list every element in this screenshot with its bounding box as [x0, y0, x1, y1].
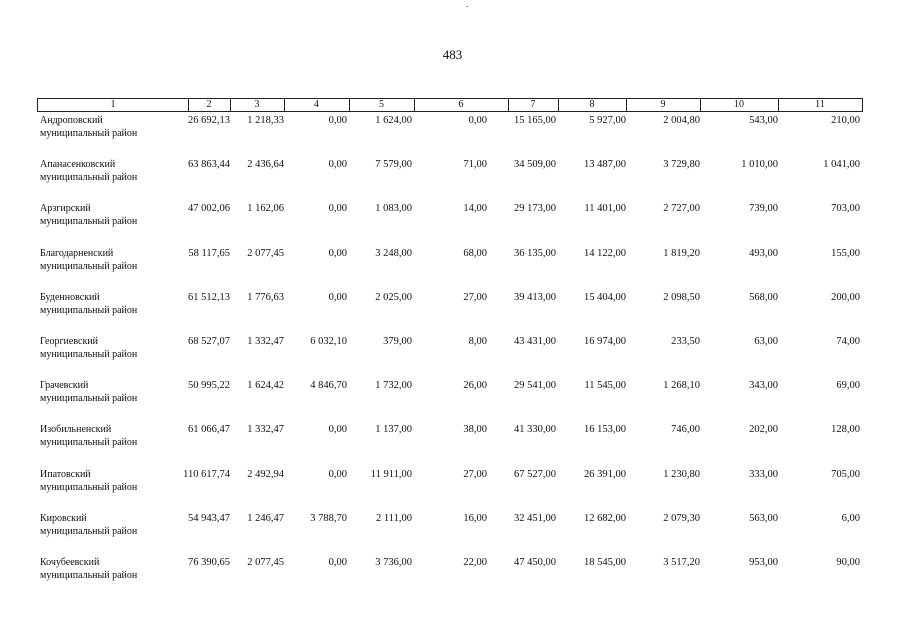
cell-col-3: 2 492,94	[247, 468, 284, 480]
cell-col-8: 12 682,00	[584, 512, 626, 524]
cell-col-6: 0,00	[468, 115, 487, 126]
cell-col-5: 2 025,00	[375, 291, 412, 303]
cell-col-11: 200,00	[831, 291, 860, 303]
cell-col-8: 11 401,00	[584, 203, 626, 215]
column-header-5: 5	[379, 99, 384, 110]
cell-col-6: 68,00	[463, 247, 487, 259]
cell-col-6: 27,00	[463, 291, 487, 303]
cell-col-10: 63,00	[754, 336, 778, 347]
cell-col-8: 16 974,00	[584, 336, 626, 347]
cell-col-7: 32 451,00	[514, 512, 556, 524]
cell-col-9: 2 098,50	[663, 291, 700, 303]
table-row	[0, 335, 905, 375]
cell-col-5: 1 624,00	[375, 115, 412, 126]
column-header-3: 3	[254, 99, 260, 110]
cell-col-7: 34 509,00	[514, 159, 556, 171]
column-header-11: 11	[815, 99, 825, 110]
cell-col-8: 26 391,00	[584, 468, 626, 480]
cell-col-11: 69,00	[836, 380, 860, 392]
district-title: Апанасенковский	[40, 159, 116, 171]
cell-col-5: 11 911,00	[370, 468, 412, 480]
cell-col-11: 155,00	[831, 247, 860, 259]
cell-col-4: 0,00	[328, 468, 347, 480]
cell-col-3: 1 218,33	[247, 115, 284, 126]
table-row	[0, 247, 905, 287]
table-row	[0, 468, 905, 508]
cell-col-9: 2 727,00	[663, 203, 700, 215]
cell-col-11: 210,00	[831, 115, 860, 126]
column-divider	[778, 99, 779, 111]
cell-col-7: 43 431,00	[514, 336, 556, 347]
table-row	[0, 158, 905, 198]
district-suffix: муниципальный район	[40, 128, 138, 139]
district-title: Андроповский	[40, 115, 103, 126]
cell-col-2: 76 390,65	[188, 557, 230, 568]
cell-col-10: 343,00	[749, 380, 778, 392]
cell-col-2: 58 117,65	[188, 247, 230, 259]
district-title: Арзгирский	[40, 203, 91, 215]
district-suffix: муниципальный район	[40, 216, 138, 228]
table-row	[0, 291, 905, 331]
scan-speck	[466, 6, 468, 7]
page-number: 483	[442, 47, 463, 62]
cell-col-10: 543,00	[749, 115, 778, 126]
cell-col-8: 11 545,00	[584, 380, 626, 392]
district-suffix: муниципальный район	[40, 172, 138, 184]
column-header-2: 2	[206, 99, 212, 110]
cell-col-9: 3 517,20	[663, 557, 700, 568]
cell-col-8: 16 153,00	[584, 424, 626, 436]
cell-col-5: 1 083,00	[375, 203, 412, 215]
cell-col-2: 50 995,22	[188, 380, 230, 392]
district-title: Кировский	[40, 512, 87, 524]
cell-col-6: 8,00	[468, 336, 487, 347]
cell-col-4: 0,00	[328, 247, 347, 259]
cell-col-6: 27,00	[463, 468, 487, 480]
cell-col-4: 0,00	[328, 115, 347, 126]
column-header-7: 7	[530, 99, 536, 110]
cell-col-2: 68 527,07	[188, 336, 230, 347]
column-divider	[700, 99, 701, 111]
cell-col-7: 29 173,00	[514, 203, 556, 215]
cell-col-6: 38,00	[463, 424, 487, 436]
cell-col-7: 41 330,00	[514, 424, 556, 436]
cell-col-4: 0,00	[328, 291, 347, 303]
cell-col-4: 6 032,10	[310, 336, 347, 347]
column-header-9: 9	[660, 99, 666, 110]
table-row	[0, 379, 905, 419]
column-header-6: 6	[458, 99, 464, 110]
cell-col-3: 1 332,47	[247, 336, 284, 347]
column-divider	[284, 99, 285, 111]
district-suffix: муниципальный район	[40, 437, 138, 449]
district-suffix: муниципальный район	[40, 481, 138, 493]
district-suffix: муниципальный район	[40, 525, 138, 537]
cell-col-9: 2 079,30	[663, 512, 700, 524]
cell-col-3: 2 436,64	[247, 159, 284, 171]
cell-col-7: 67 527,00	[514, 468, 556, 480]
column-divider	[508, 99, 509, 111]
cell-col-9: 3 729,80	[663, 159, 700, 171]
cell-col-4: 0,00	[328, 159, 347, 171]
cell-col-9: 2 004,80	[663, 115, 700, 126]
cell-col-2: 61 512,13	[188, 291, 230, 303]
cell-col-4: 4 846,70	[310, 380, 347, 392]
column-divider	[626, 99, 627, 111]
district-title: Благодарненский	[40, 247, 114, 259]
cell-col-2: 26 692,13	[188, 115, 230, 126]
cell-col-3: 1 332,47	[247, 424, 284, 436]
column-header-1: 1	[110, 99, 116, 110]
cell-col-11: 6,00	[841, 512, 860, 524]
cell-col-3: 1 246,47	[247, 512, 284, 524]
cell-col-8: 18 545,00	[584, 557, 626, 568]
cell-col-4: 0,00	[328, 424, 347, 436]
column-divider	[558, 99, 559, 111]
cell-col-5: 2 111,00	[376, 512, 412, 524]
cell-col-11: 1 041,00	[823, 159, 860, 171]
cell-col-6: 71,00	[463, 159, 487, 171]
district-suffix: муниципальный район	[40, 570, 138, 581]
cell-col-9: 1 819,20	[663, 247, 700, 259]
district-suffix: муниципальный район	[40, 349, 138, 360]
cell-col-5: 7 579,00	[375, 159, 412, 171]
cell-col-10: 493,00	[749, 247, 778, 259]
district-suffix: муниципальный район	[40, 304, 138, 316]
district-title: Кочубеевский	[40, 557, 100, 568]
district-suffix: муниципальный район	[40, 260, 138, 272]
cell-col-4: 3 788,70	[310, 512, 347, 524]
cell-col-3: 1 624,42	[247, 380, 284, 392]
column-header-10: 10	[734, 99, 744, 110]
cell-col-7: 39 413,00	[514, 291, 556, 303]
cell-col-3: 2 077,45	[247, 557, 284, 568]
cell-col-11: 705,00	[831, 468, 860, 480]
cell-col-6: 26,00	[463, 380, 487, 392]
column-divider	[414, 99, 415, 111]
cell-col-2: 54 943,47	[188, 512, 230, 524]
cell-col-3: 1 162,06	[247, 203, 284, 215]
cell-col-9: 1 268,10	[663, 380, 700, 392]
cell-col-4: 0,00	[328, 557, 347, 568]
cell-col-11: 90,00	[836, 557, 860, 568]
district-suffix: муниципальный район	[40, 393, 138, 405]
column-header-4: 4	[314, 99, 319, 110]
cell-col-5: 379,00	[383, 336, 412, 347]
column-divider	[230, 99, 231, 111]
cell-col-11: 128,00	[831, 424, 860, 436]
cell-col-10: 1 010,00	[741, 159, 778, 171]
cell-col-5: 1 732,00	[375, 380, 412, 392]
cell-col-2: 63 863,44	[188, 159, 230, 171]
cell-col-3: 2 077,45	[247, 247, 284, 259]
column-divider	[188, 99, 189, 111]
cell-col-8: 13 487,00	[584, 159, 626, 171]
cell-col-5: 1 137,00	[375, 424, 412, 436]
cell-col-4: 0,00	[328, 203, 347, 215]
cell-col-8: 5 927,00	[589, 115, 626, 126]
cell-col-9: 233,50	[671, 336, 700, 347]
cell-col-3: 1 776,63	[247, 291, 284, 303]
cell-col-10: 953,00	[749, 557, 778, 568]
cell-col-7: 47 450,00	[514, 557, 556, 568]
cell-col-7: 36 135,00	[514, 247, 556, 259]
cell-col-11: 703,00	[831, 203, 860, 215]
cell-col-10: 568,00	[749, 291, 778, 303]
column-header-8: 8	[589, 99, 595, 110]
cell-col-7: 15 165,00	[514, 115, 556, 126]
district-title: Грачевский	[40, 380, 89, 392]
table-row	[0, 202, 905, 242]
table-row	[0, 512, 905, 552]
table-row	[0, 423, 905, 463]
cell-col-10: 333,00	[749, 468, 778, 480]
cell-col-2: 47 002,06	[188, 203, 230, 215]
cell-col-5: 3 248,00	[375, 247, 412, 259]
table-row	[0, 556, 905, 596]
cell-col-10: 202,00	[749, 424, 778, 436]
column-divider	[349, 99, 350, 111]
cell-col-6: 14,00	[463, 203, 487, 215]
cell-col-2: 110 617,74	[183, 468, 230, 480]
district-title: Буденновский	[40, 291, 100, 303]
table-column-header-row	[37, 98, 863, 112]
cell-col-5: 3 736,00	[375, 557, 412, 568]
cell-col-9: 746,00	[671, 424, 700, 436]
cell-col-10: 563,00	[749, 512, 778, 524]
table-row	[0, 114, 905, 154]
district-title: Изобильненский	[40, 424, 112, 436]
cell-col-8: 14 122,00	[584, 247, 626, 259]
cell-col-2: 61 066,47	[188, 424, 230, 436]
cell-col-7: 29 541,00	[514, 380, 556, 392]
district-title: Ипатовский	[40, 468, 91, 480]
cell-col-9: 1 230,80	[663, 468, 700, 480]
cell-col-6: 22,00	[463, 557, 487, 568]
cell-col-11: 74,00	[836, 336, 860, 347]
cell-col-6: 16,00	[463, 512, 487, 524]
cell-col-8: 15 404,00	[584, 291, 626, 303]
cell-col-10: 739,00	[749, 203, 778, 215]
district-title: Георгиевский	[40, 336, 99, 347]
